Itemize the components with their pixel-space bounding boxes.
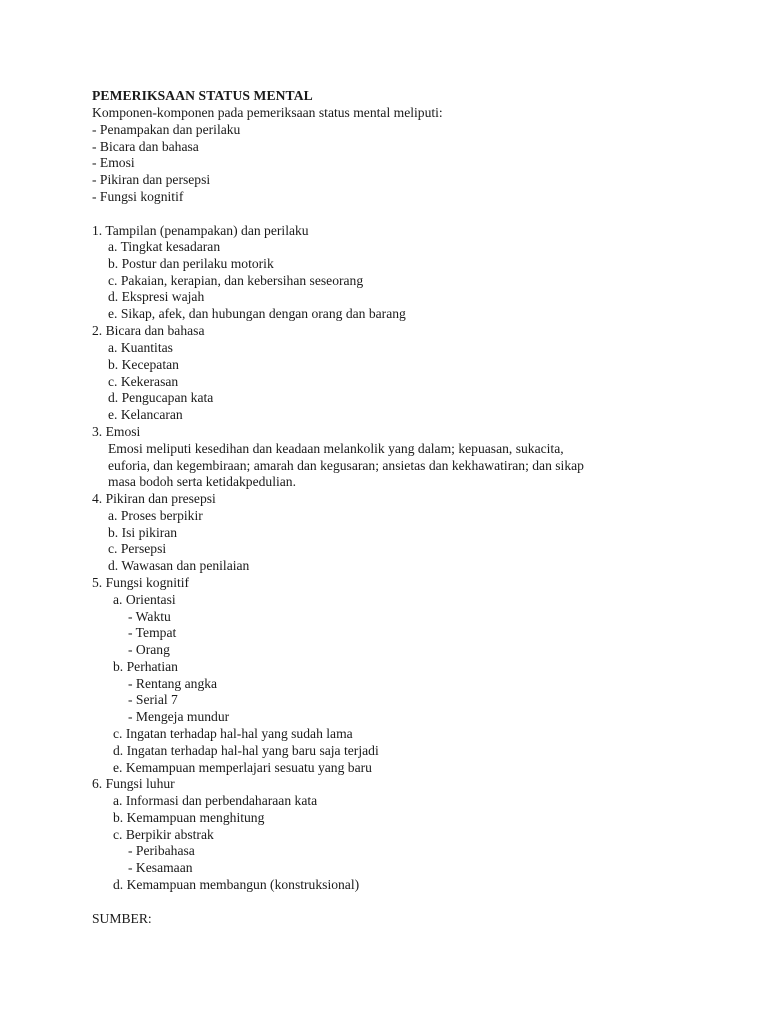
section-6-item-b: b. Kemampuan menghitung	[113, 810, 265, 825]
section-2-item: d. Pengucapan kata	[108, 390, 214, 405]
component-item: - Fungsi kognitif	[92, 189, 184, 204]
source-label: SUMBER:	[92, 911, 152, 926]
section-2-item: c. Kekerasan	[108, 374, 179, 389]
section-1-item: d. Ekspresi wajah	[108, 289, 205, 304]
section-5-subitem: - Waktu	[128, 609, 171, 624]
section-2-item: b. Kecepatan	[108, 357, 179, 372]
section-heading-1: 1. Tampilan (penampakan) dan perilaku	[92, 223, 309, 238]
section-6-item-a: a. Informasi dan perbendaharaan kata	[113, 793, 318, 808]
section-6-item-d: d. Kemampuan membangun (konstruksional)	[113, 877, 360, 892]
section-5-item-c: c. Ingatan terhadap hal-hal yang sudah lama	[113, 726, 353, 741]
component-item: - Pikiran dan persepsi	[92, 172, 211, 187]
component-item: - Penampakan dan perilaku	[92, 122, 241, 137]
document-title: PEMERIKSAAN STATUS MENTAL	[92, 88, 313, 103]
component-item: - Emosi	[92, 155, 135, 170]
section-4-item: b. Isi pikiran	[108, 525, 178, 540]
section-5-item-a: a. Orientasi	[113, 592, 176, 607]
section-heading-2: 2. Bicara dan bahasa	[92, 323, 205, 338]
section-6-item-c: c. Berpikir abstrak	[113, 827, 214, 842]
intro-text: Komponen-komponen pada pemeriksaan status mental meliputi:	[92, 105, 443, 120]
section-1-item: a. Tingkat kesadaran	[108, 239, 221, 254]
section-1-item: c. Pakaian, kerapian, dan kebersihan seseorang	[108, 273, 364, 288]
section-5-item-d: d. Ingatan terhadap hal-hal yang baru saja terjadi	[113, 743, 379, 758]
section-heading-5: 5. Fungsi kognitif	[92, 575, 190, 590]
section-5-item-e: e. Kemampuan memperlajari sesuatu yang baru	[113, 760, 372, 775]
section-5-subitem: - Rentang angka	[128, 676, 218, 691]
section-5-subitem: - Orang	[128, 642, 170, 657]
section-5-item-b: b. Perhatian	[113, 659, 178, 674]
section-5-subitem: - Mengeja mundur	[128, 709, 230, 724]
component-item: - Bicara dan bahasa	[92, 139, 199, 154]
section-2-item: e. Kelancaran	[108, 407, 183, 422]
section-3-paragraph-line: masa bodoh serta ketidakpedulian.	[108, 474, 296, 489]
section-3-paragraph-line: euforia, dan kegembiraan; amarah dan kegusaran; ansietas dan kekhawatiran; dan sikap	[108, 458, 584, 473]
section-5-subitem: - Serial 7	[128, 692, 178, 707]
section-4-item: d. Wawasan dan penilaian	[108, 558, 250, 573]
section-6-subitem: - Kesamaan	[128, 860, 193, 875]
section-heading-3: 3. Emosi	[92, 424, 141, 439]
section-5-subitem: - Tempat	[128, 625, 177, 640]
section-1-item: b. Postur dan perilaku motorik	[108, 256, 274, 271]
section-heading-6: 6. Fungsi luhur	[92, 776, 175, 791]
section-4-item: c. Persepsi	[108, 541, 167, 556]
section-heading-4: 4. Pikiran dan presepsi	[92, 491, 216, 506]
section-2-item: a. Kuantitas	[108, 340, 173, 355]
section-6-subitem: - Peribahasa	[128, 843, 195, 858]
section-3-paragraph-line: Emosi meliputi kesedihan dan keadaan melankolik yang dalam; kepuasan, sukacita,	[108, 441, 564, 456]
section-1-item: e. Sikap, afek, dan hubungan dengan orang dan barang	[108, 306, 406, 321]
section-4-item: a. Proses berpikir	[108, 508, 203, 523]
